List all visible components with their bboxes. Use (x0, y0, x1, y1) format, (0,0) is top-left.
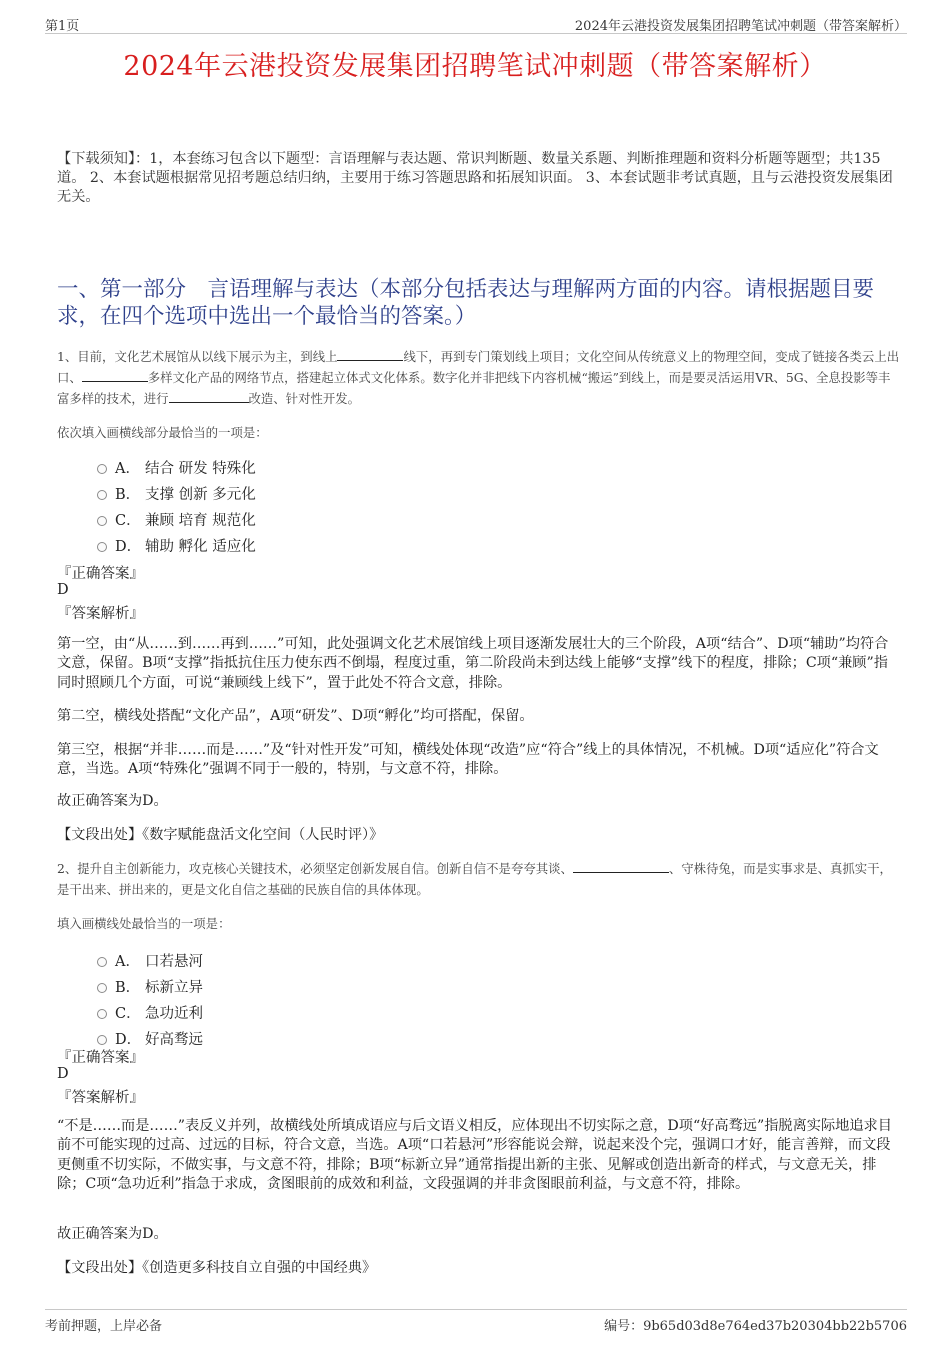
q2-instruction: 填入画横线处最恰当的一项是： (57, 916, 231, 931)
q2-analysis-paragraph: “不是……而是……”表反义并列，故横线处所填成语应与后文语义相反，应体现出不切实际之意，D项“好高骛远”指脱离实际地追求目前不可能实现的过高、过远的目标，符合文意，当选。A项“口若悬河”形容能说会辩，说起来没个完，强调口才好，能言善辩，而文段更侧重不切实际，不做实事，与文意不符，排除；B项“标新立异”通常指提出新的主张、见解或创造出新奇的样式，与文意无关，排除；C项“急功近利”指急于求成，贪图眼前的成效和利益，文段强调的并非贪图眼前利益，与文意不符，排除。 (57, 1118, 892, 1192)
fill-blank (573, 859, 669, 873)
page-footer (45, 1309, 907, 1334)
page-number: 第1页 (45, 19, 80, 34)
q2-correct-answer-label: 『正确答案』 (57, 1050, 144, 1066)
q1-option-c[interactable]: C． 兼顾 培育 规范化 (97, 509, 256, 530)
q1-option-b[interactable]: B． 支撑 创新 多元化 (97, 483, 256, 504)
fill-blank (82, 368, 148, 382)
q2-source: 【文段出处】《创造更多科技自立自强的中国经典》 (57, 1260, 377, 1276)
radio-icon[interactable] (97, 957, 107, 967)
q2-option-c[interactable]: C． 急功近利 (97, 1002, 203, 1023)
q2-conclusion: 故正确答案为D。 (57, 1226, 168, 1242)
q1-option-d[interactable]: D． 辅助 孵化 适应化 (97, 535, 256, 556)
q1-answer-value: D (57, 582, 69, 598)
radio-icon[interactable] (97, 1009, 107, 1019)
q2-option-d[interactable]: D． 好高骛远 (97, 1028, 203, 1049)
q2-answer-value: D (57, 1066, 69, 1082)
radio-icon[interactable] (97, 1035, 107, 1045)
q1-stem-part-c: 多样文化产品的网络节点，搭建起立体式文化体系。数字化并非把线下内容机械“搬运”到线上，而是要灵活运用VR、5G、全息投影等丰富多样的技术，进行 (57, 370, 891, 406)
q1-analysis-paragraph: 第三空，根据“并非……而是……”及“针对性开发”可知，横线处体现“改造”应“符合”线上的具体情况，不机械。D项“适应化”符合文意，当选。A项“特殊化”强调不同于一般的，特别，与文意不符，排除。 (57, 742, 879, 778)
q2-option-b[interactable]: B． 标新立异 (97, 976, 203, 997)
footer-slogan: 考前押题，上岸必备 (45, 1319, 163, 1334)
radio-icon[interactable] (97, 490, 107, 500)
q1-stem-part-d: 改造、针对性开发。 (248, 391, 361, 406)
q1-instruction: 依次填入画横线部分最恰当的一项是： (57, 425, 268, 440)
q2-stem-part-b: 、守株待兔，而是实事求是、真抓实干，是干出来、拼出来的，更是文化自信之基础的民族自信的具体体现。 (57, 861, 892, 897)
footer-doc-id: 编号：9b65d03d8e764ed37b20304bb22b5706 (604, 1319, 907, 1334)
q1-conclusion: 故正确答案为D。 (57, 793, 168, 809)
q1-stem-part-b: 线下，再到专门策划线上项目；文化空间从传统意义上的物理空间，变成了链接各类云上出口、 (57, 349, 900, 385)
header-doc-title: 2024年云港投资发展集团招聘笔试冲刺题（带答案解析） (574, 19, 907, 34)
page-header (45, 12, 907, 34)
fill-blank (169, 389, 249, 403)
q1-correct-answer-label: 『正确答案』 (57, 566, 144, 582)
q1-option-a[interactable]: A． 结合 研发 特殊化 (97, 457, 256, 478)
radio-icon[interactable] (97, 542, 107, 552)
question-2-stem (57, 858, 902, 900)
fill-blank (337, 347, 403, 361)
q1-analysis-label: 『答案解析』 (57, 606, 144, 622)
download-notice: 【下载须知】：1，本套练习包含以下题型：言语理解与表达题、常识判断题、数量关系题、判断推理题和资料分析题等题型；共135道。 2、本套试题根据常见招考题总结归纳，主要用于练习答题思路和拓展知识面。 3、本套试题非考试真题，且与云港投资发展集团无关。 (57, 151, 893, 205)
q1-source: 【文段出处】《数字赋能盘活文化空间（人民时评）》 (57, 827, 384, 843)
radio-icon[interactable] (97, 464, 107, 474)
question-1-stem (57, 346, 902, 409)
radio-icon[interactable] (97, 516, 107, 526)
section-heading: 一、第一部分 言语理解与表达（本部分包括表达与理解两方面的内容。请根据题目要求，在四个选项中选出一个最恰当的答案。） (57, 277, 875, 329)
q1-analysis-paragraph: 第二空，横线处搭配“文化产品”，A项“研发”、D项“孵化”均可搭配，保留。 (57, 708, 534, 724)
q2-stem-part-a: 2、提升自主创新能力，攻克核心关键技术，必须坚定创新发展自信。创新自信不是夸夸其谈、 (57, 861, 573, 876)
q2-analysis-label: 『答案解析』 (57, 1090, 144, 1106)
radio-icon[interactable] (97, 983, 107, 993)
q1-analysis-paragraph: 第一空，由“从……到……再到……”可知，此处强调文化艺术展馆线上项目逐渐发展壮大的三个阶段，A项“结合”、D项“辅助”均符合文意，保留。B项“支撑”指抵抗住压力使东西不倒塌，程度过重，第二阶段尚未到达线上能够“支撑”线下的程度，排除；C项“兼顾”指同时照顾几个方面，可说“兼顾线上线下”，置于此处不符合文意，排除。 (57, 636, 889, 691)
q2-option-a[interactable]: A． 口若悬河 (97, 950, 203, 971)
document-title: 2024年云港投资发展集团招聘笔试冲刺题（带答案解析） (123, 51, 827, 82)
q1-stem-part-a: 1、目前，文化艺术展馆从以线下展示为主，到线上 (57, 349, 338, 364)
